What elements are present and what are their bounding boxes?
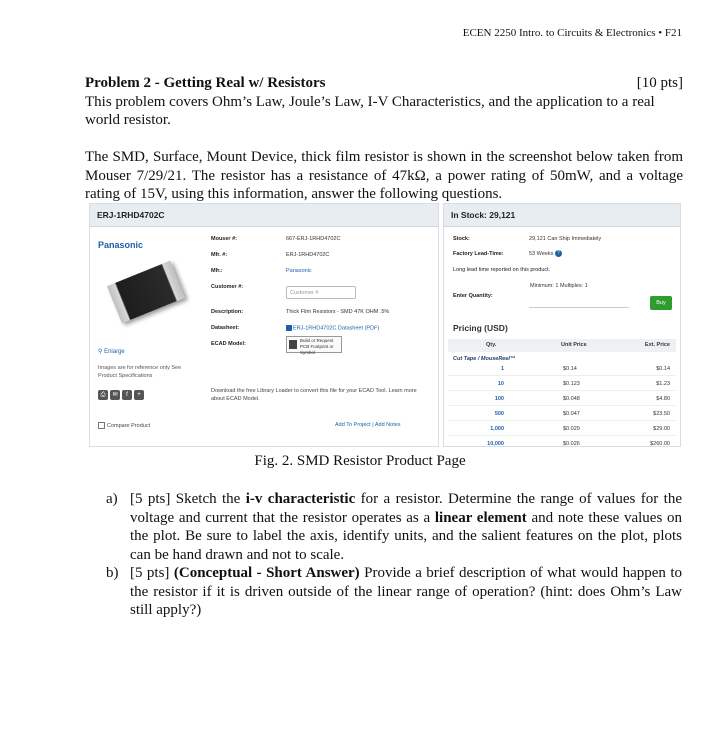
problem-points: [10 pts] — [636, 75, 683, 91]
question-b-label: b) — [106, 565, 119, 581]
pricing-row — [448, 363, 676, 376]
pricing-unit: $0.029 — [563, 426, 580, 432]
product-screenshot — [89, 203, 681, 447]
question-b-points: [5 pts] — [130, 565, 174, 581]
pricing-qty[interactable]: 1,000 — [490, 426, 504, 432]
col-qty: Qty. — [486, 342, 497, 348]
image-note: Images are for reference only See Product Specifications — [98, 365, 182, 379]
resistor-image — [107, 261, 185, 324]
plus-icon[interactable]: + — [134, 390, 144, 400]
pricing-ext: $4.80 — [656, 396, 670, 402]
help-icon[interactable]: ? — [555, 250, 562, 257]
question-a-text1: for a resistor. Determine the range of values for the voltage and current that the resistor operates as a — [130, 491, 682, 526]
enlarge-label: Enlarge — [104, 349, 125, 355]
download-note: Download the free Library Loader to convert this file for your ECAD Tool. Learn more about ECAD Model. — [211, 388, 417, 402]
mfr-no-label: Mfr. #: — [211, 252, 228, 258]
datasheet-link[interactable] — [286, 325, 379, 331]
buy-button[interactable]: Buy — [650, 296, 672, 310]
problem-section — [85, 74, 683, 130]
lead-time-value-row — [529, 250, 562, 257]
quantity-label: Enter Quantity: — [453, 293, 493, 299]
question-b — [106, 564, 682, 620]
ecad-icon — [289, 340, 297, 349]
customer-label: Customer #: — [211, 284, 244, 290]
quantity-input[interactable] — [529, 307, 629, 308]
question-a-label: a) — [106, 491, 118, 507]
pricing-unit: $0.048 — [563, 396, 580, 402]
pdf-icon — [286, 325, 292, 331]
datasheet-label: Datasheet: — [211, 325, 240, 331]
lead-time-value: 53 Weeks — [529, 250, 554, 257]
stock-pricing-panel — [443, 203, 681, 447]
pricing-qty[interactable]: 10 — [497, 381, 504, 387]
pricing-ext: $1.23 — [656, 381, 670, 387]
facebook-icon[interactable]: f — [122, 390, 132, 400]
mfr-no-value: ERJ-1RHD4702C — [286, 252, 330, 258]
customer-input[interactable]: Customer # — [286, 286, 356, 299]
mfr-value[interactable]: Panasonic — [286, 268, 312, 274]
ecad-button[interactable] — [286, 336, 342, 353]
datasheet-value: ERJ-1RHD4702C Datasheet (PDF) — [293, 325, 380, 332]
brand-logo: Panasonic — [98, 240, 144, 250]
pricing-unit: $0.026 — [563, 441, 580, 447]
add-project-links[interactable]: Add To Project | Add Notes — [335, 422, 401, 428]
pricing-ext: $0.14 — [656, 366, 670, 372]
ecad-line2: PCB Footprint or Symbol — [300, 344, 334, 355]
pricing-row — [448, 393, 676, 406]
share-icons — [98, 390, 144, 400]
lead-time-label: Factory Lead-Time: — [453, 251, 504, 257]
pricing-ext: $23.50 — [653, 411, 670, 417]
compare-label: Compare Product — [107, 422, 151, 429]
pricing-qty[interactable]: 100 — [494, 396, 504, 402]
pricing-unit: $0.123 — [563, 381, 580, 387]
packaging-label: Cut Tape / MouseReel™ — [453, 356, 516, 362]
product-info-panel — [89, 203, 439, 447]
enlarge-link[interactable]: ⚲ Enlarge — [98, 349, 125, 355]
pricing-unit: $0.047 — [563, 411, 580, 417]
compare-product[interactable] — [98, 422, 150, 429]
ecad-line1: Build or Request — [300, 338, 334, 343]
pricing-ext: $29.00 — [653, 426, 670, 432]
pricing-row — [448, 408, 676, 421]
email-icon[interactable]: ✉ — [110, 390, 120, 400]
question-b-bold1: (Conceptual - Short Answer) — [173, 565, 360, 581]
ecad-label: ECAD Model: — [211, 341, 246, 347]
mfr-label: Mfr.: — [211, 268, 223, 274]
pricing-qty[interactable]: 10,000 — [487, 441, 504, 447]
stock-header: In Stock: 29,121 — [444, 204, 680, 227]
pricing-row — [448, 423, 676, 436]
question-a-bold2: linear element — [434, 509, 527, 526]
question-b-text1: Provide a brief description of what would happen to the resistor if it is driven outside of the linear range of operation? (hint: does Ohm’s Law still apply?) — [130, 565, 683, 618]
lead-note: Long lead time reported on this product. — [453, 267, 551, 273]
mouser-label: Mouser #: — [211, 236, 237, 242]
stock-value: 29,121 Can Ship Immediately — [529, 236, 602, 242]
question-a-bold1: i-v characteristic — [245, 491, 356, 507]
question-a-points: [5 pts] Sketch the — [130, 491, 246, 507]
problem-title: Problem 2 - Getting Real w/ Resistors — [85, 75, 326, 91]
question-a-text2: and note these values on the plot. Be sure to label the axis, identify units, and the salient features on the plot, plots can be hand drawn and not to scale. — [130, 509, 682, 563]
pricing-qty[interactable]: 500 — [494, 411, 504, 417]
problem-intro: This problem covers Ohm’s Law, Joule’s Law, I-V Characteristics, and the application to a real world resistor. — [85, 93, 655, 128]
part-number-header: ERJ-1RHD4702C — [90, 204, 438, 227]
question-a — [106, 490, 682, 564]
pricing-qty[interactable]: 1 — [500, 366, 504, 372]
pricing-unit: $0.14 — [563, 366, 577, 372]
col-ext: Ext. Price — [644, 342, 670, 348]
question-list — [106, 490, 682, 620]
description-value: Thick Film Resistors - SMD 47K OHM .5% — [286, 309, 390, 315]
pricing-row — [448, 438, 676, 447]
page-header: ECEN 2250 Intro. to Circuits & Electronics • F21 — [462, 27, 682, 39]
mouser-value: 667-ERJ-1RHD4702C — [286, 236, 341, 242]
pricing-title: Pricing (USD) — [453, 323, 508, 333]
compare-checkbox[interactable] — [98, 422, 105, 429]
pricing-row — [448, 378, 676, 391]
pricing-header-row — [448, 339, 676, 352]
problem-title-row — [85, 74, 683, 93]
problem-description: The SMD, Surface, Mount Device, thick film resistor is shown in the screenshot below taken from Mouser 7/29/21. The resistor has a resistance of 47kΩ, a power rating of 50mW, and a voltage rating of 15V, using this information, answer the following questions. — [85, 149, 683, 202]
description-label: Description: — [211, 309, 244, 315]
min-mult: Minimum: 1 Multiples: 1 — [530, 283, 588, 289]
print-icon[interactable]: ⎙ — [98, 390, 108, 400]
col-unit: Unit Price — [561, 342, 587, 348]
stock-label: Stock: — [453, 236, 470, 242]
figure-caption: Fig. 2. SMD Resistor Product Page — [254, 453, 466, 469]
pricing-ext: $260.00 — [650, 441, 670, 447]
